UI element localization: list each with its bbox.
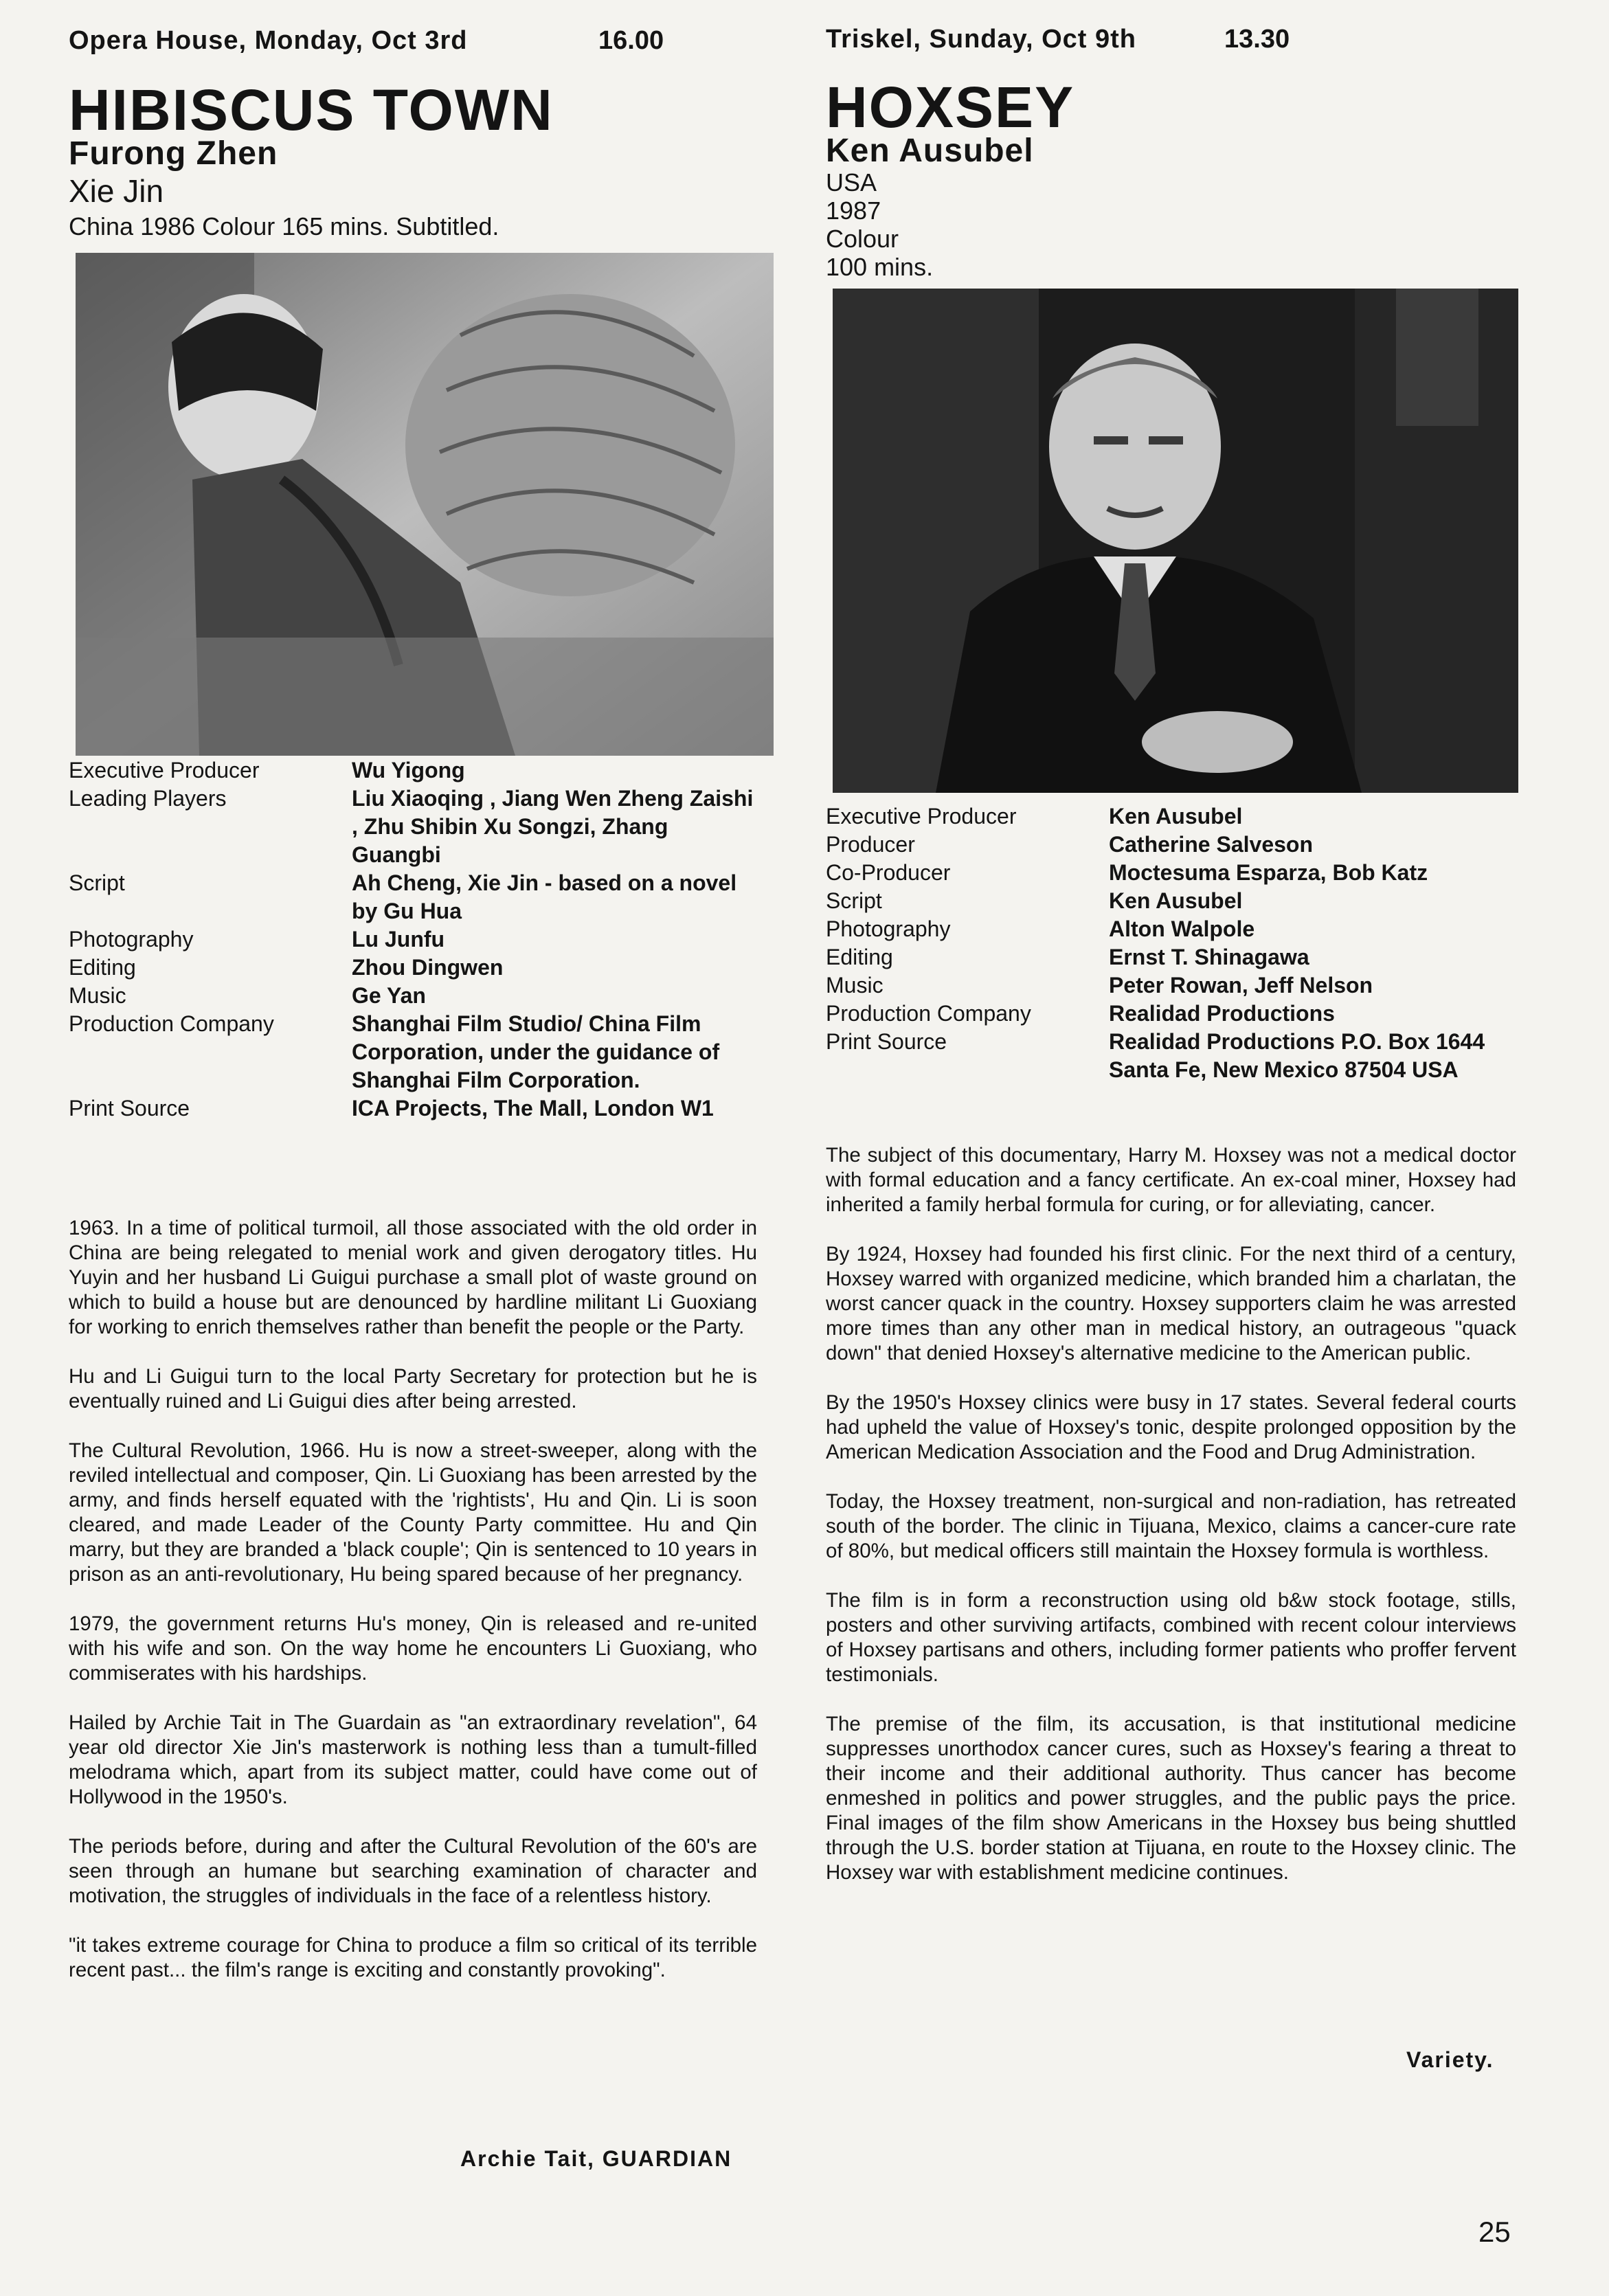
credit-row	[826, 887, 1516, 915]
screening-venue-date: Opera House, Monday, Oct 3rd	[69, 26, 468, 55]
film-still-photo	[76, 253, 774, 756]
credit-value: Zhou Dingwen	[352, 955, 504, 980]
synopsis	[826, 1143, 1516, 1910]
credit-value: Catherine Salveson	[1109, 832, 1313, 857]
credit-label: Editing	[69, 955, 136, 980]
synopsis-paragraph: The film is in form a reconstruction using old b&w stock footage, stills, posters and other surviving artifacts, combined with recent colour interviews of Hoxsey partisans and others, including former patients who proffer fervent testimonials.	[826, 1589, 1516, 1686]
credit-value: Alton Walpole	[1109, 916, 1255, 941]
portrait-man-in-suit-icon	[833, 289, 1518, 793]
still-woman-carrying-basket-icon	[76, 253, 774, 756]
screening-time: 16.00	[598, 26, 664, 55]
synopsis-paragraph: By 1924, Hoxsey had founded his first clinic. For the next third of a century, Hoxsey warred with organized medicine, which branded him a charlatan, the worst cancer quack in the country. Hoxsey supporters claim he was arrested more times than any other man in medical history, an outrageous "quack down" that denied Hoxsey's alternative medicine to the American public.	[826, 1243, 1516, 1364]
credit-label: Production Company	[69, 1011, 274, 1036]
synopsis-paragraph: The subject of this documentary, Harry M. Hoxsey was not a medical doctor with formal education and a fancy certificate. An ex-coal miner, Hoxsey had inherited a family herbal formula for curing, or for alleviating, cancer.	[826, 1144, 1516, 1216]
credit-value: Ernst T. Shinagawa	[1109, 945, 1309, 969]
credit-row	[826, 1000, 1516, 1028]
review-attribution: Variety.	[1406, 2047, 1494, 2072]
credit-label: Executive Producer	[826, 804, 1017, 829]
synopsis-paragraph: 1979, the government returns Hu's money, Qin is released and re-united with his wife and son. On the way home he encounters Li Guoxiang, who commiserates with his hardships.	[69, 1612, 757, 1685]
credit-row	[826, 831, 1516, 859]
credit-value: Realidad Productions	[1109, 1001, 1335, 1026]
credit-row	[826, 971, 1516, 1000]
credit-label: Print Source	[69, 1096, 190, 1121]
synopsis-paragraph: The periods before, during and after the Cultural Revolution of the 60's are seen through an humane but searching examination of character and motivation, the struggles of individuals in the face of a relentless history.	[69, 1835, 757, 1907]
credit-row	[69, 1010, 757, 1094]
film-year: 1987	[826, 196, 881, 225]
director: Xie Jin	[69, 173, 164, 209]
credit-row	[826, 1028, 1516, 1084]
synopsis-paragraph: The Cultural Revolution, 1966. Hu is now a street-sweeper, along with the reviled intellectual and composer, Qin. Li Guoxiang has been arrested by the army, and finds herself equated with the 'rightists', Hu and Qin. Li is soon cleared, and made Leader of the County Party committee. Hu and Qin marry, but they are branded a 'black couple'; Qin is sentenced to 10 years in prison as an anti-revolutionary, Hu being spared because of her pregnancy.	[69, 1439, 757, 1586]
credit-label: Music	[826, 973, 884, 998]
page-number: 25	[1478, 2216, 1511, 2248]
review-quote: "it takes extreme courage for China to produce a film so critical of its terrible recent past... the film's range is exciting and constantly provoking".	[69, 1934, 757, 1981]
credit-label: Executive Producer	[69, 758, 260, 783]
credit-label: Production Company	[826, 1001, 1031, 1026]
credits-list	[69, 756, 757, 1123]
credits-list	[826, 802, 1516, 1084]
credit-row	[826, 859, 1516, 887]
synopsis-paragraph: The premise of the film, its accusation, is that institutional medicine suppresses unorthodox cancer cures, such as Hoxsey's fearing a threat to their income and their additional authority. Thus cancer has become enmeshed in politics and power struggles, and the public pays the price. Final images of the film show Americans in the Hoxsey bus being shuttled through the U.S. border station at Tijuana, en route to the Hoxsey clinic. The Hoxsey war with establishment medicine continues.	[826, 1713, 1516, 1884]
synopsis-paragraph: Today, the Hoxsey treatment, non-surgical and non-radiation, has retreated south of the border. The clinic in Tijuana, Mexico, claims a cancer-cure rate of 80%, but medical officers still maintain the Hoxsey formula is worthless.	[826, 1490, 1516, 1562]
credit-row	[69, 756, 757, 785]
film-title: HOXSEY	[826, 75, 1075, 139]
synopsis-paragraph: 1963. In a time of political turmoil, all those associated with the old order in China are being relegated to menial work and given derogatory titles. Hu Yuyin and her husband Li Guigui purchase a small plot of waste ground on which to build a house but are denounced by hardline militant Li Guoxiang for working to enrich themselves rather than benefit the people or the Party.	[69, 1217, 757, 1338]
credit-value: Wu Yigong	[352, 758, 465, 783]
credit-label: Photography	[826, 916, 951, 941]
credit-value: Ge Yan	[352, 983, 426, 1008]
credit-row	[826, 915, 1516, 943]
credit-row	[69, 954, 757, 982]
credit-row	[69, 925, 757, 954]
credit-label: Editing	[826, 945, 893, 969]
film-runtime: 100 mins.	[826, 253, 934, 281]
synopsis-paragraph: Hailed by Archie Tait in The Guardain as "an extraordinary revelation", 64 year old director Xie Jin's masterwork is nothing less than a tumult-filled melodrama which, apart from its subject matter, could have come out of Hollywood in the 1950's.	[69, 1711, 757, 1808]
director: Ken Ausubel	[826, 133, 1034, 169]
screening-venue-date: Triskel, Sunday, Oct 9th	[826, 25, 1136, 54]
synopsis-paragraph: By the 1950's Hoxsey clinics were busy in 17 states. Several federal courts had upheld the value of Hoxsey's tonic, despite prolonged opposition by the American Medication Association and the Food and Drug Administration.	[826, 1391, 1516, 1463]
credit-label: Music	[69, 983, 126, 1008]
credit-label: Producer	[826, 832, 915, 857]
credit-row	[69, 982, 757, 1010]
credit-value: Moctesuma Esparza, Bob Katz	[1109, 860, 1428, 885]
credit-label: Script	[69, 870, 125, 895]
credit-row	[69, 785, 757, 869]
credit-value: Peter Rowan, Jeff Nelson	[1109, 973, 1373, 998]
original-title: Furong Zhen	[69, 135, 278, 172]
credit-value: Realidad Productions P.O. Box 1644 Santa Fe, New Mexico 87504 USA	[1109, 1029, 1485, 1082]
credit-value: Ken Ausubel	[1109, 888, 1243, 913]
film-country: USA	[826, 168, 877, 196]
synopsis	[69, 1216, 757, 2007]
film-format: Colour	[826, 225, 899, 253]
credit-label: Print Source	[826, 1029, 947, 1054]
credit-label: Photography	[69, 927, 194, 952]
credit-row	[826, 802, 1516, 831]
credit-label: Script	[826, 888, 882, 913]
review-attribution: Archie Tait, GUARDIAN	[460, 2146, 732, 2171]
film-info: China 1986 Colour 165 mins. Subtitled.	[69, 212, 499, 240]
credit-value: Ah Cheng, Xie Jin - based on a novel by Gu Hua	[352, 870, 737, 923]
credit-value: Ken Ausubel	[1109, 804, 1243, 829]
credit-row	[69, 1094, 757, 1123]
credit-label: Co-Producer	[826, 860, 951, 885]
credit-row	[826, 943, 1516, 971]
credit-label: Leading Players	[69, 786, 227, 811]
credit-value: Lu Junfu	[352, 927, 445, 952]
credit-value: ICA Projects, The Mall, London W1	[352, 1096, 714, 1121]
credit-row	[69, 869, 757, 925]
credit-value: Shanghai Film Studio/ China Film Corporation, under the guidance of Shanghai Film Corporation.	[352, 1011, 720, 1092]
synopsis-paragraph: Hu and Li Guigui turn to the local Party Secretary for protection but he is eventually ruined and Li Guigui dies after being arrested.	[69, 1365, 757, 1413]
film-still-photo	[833, 289, 1518, 793]
credit-value: Liu Xiaoqing , Jiang Wen Zheng Zaishi , Zhu Shibin Xu Songzi, Zhang Guangbi	[352, 786, 754, 867]
film-title: HIBISCUS TOWN	[69, 78, 554, 142]
screening-time: 13.30	[1224, 25, 1290, 54]
